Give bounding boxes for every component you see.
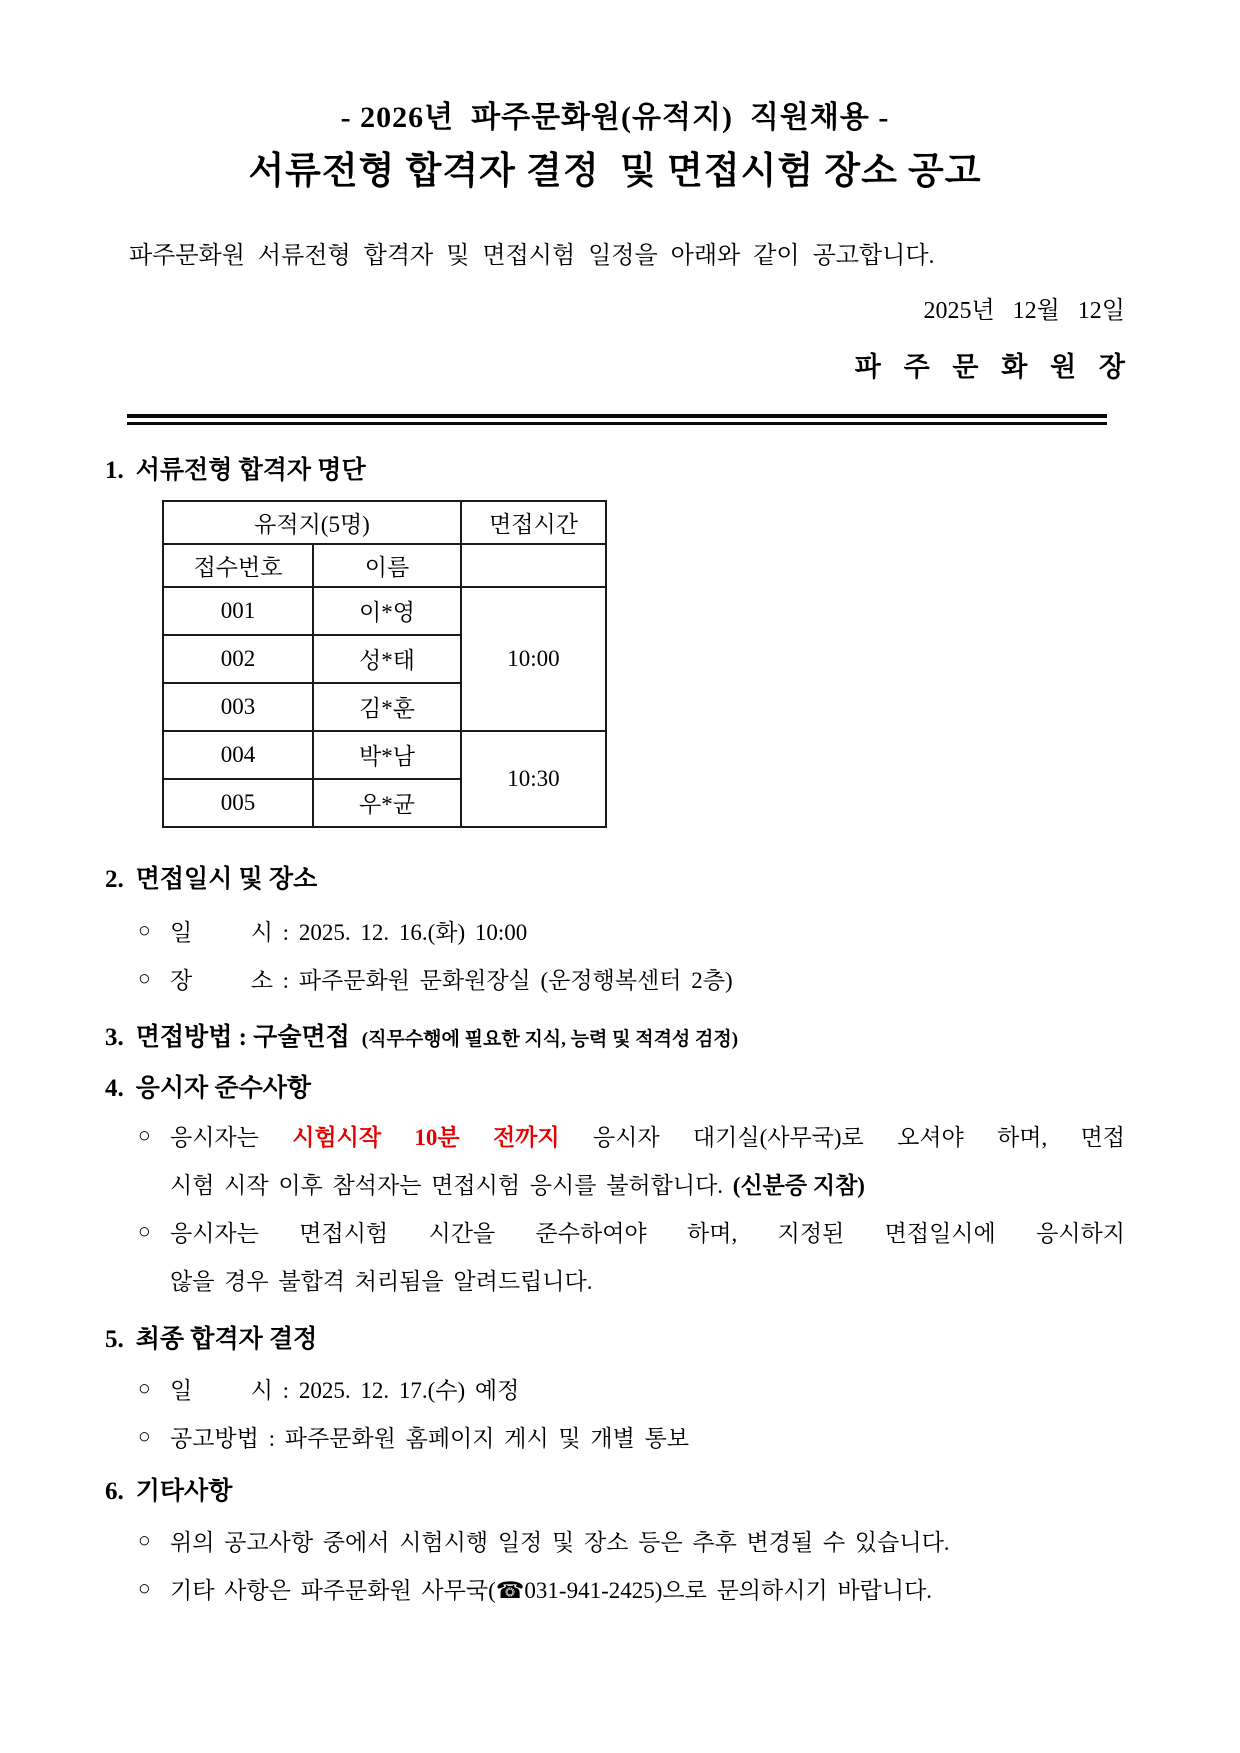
circle-bullet-icon: ○ <box>138 1528 151 1553</box>
table-cell-no: 002 <box>163 635 313 683</box>
table-row <box>163 501 606 544</box>
table-cell-name: 성*태 <box>313 635 461 683</box>
change-notice: 위의 공고사항 중에서 시험시행 일정 및 장소 등은 추후 변경될 수 있습니다. <box>170 1530 950 1556</box>
rule-line-2 <box>170 1162 1125 1210</box>
list-item <box>105 1114 1125 1210</box>
double-rule-divider <box>127 414 1107 425</box>
table-cell-time-group1: 10:00 <box>461 587 606 731</box>
rule-line-1 <box>170 1114 1125 1162</box>
section-6-items <box>105 1519 1125 1615</box>
circle-bullet-icon: ○ <box>138 965 151 990</box>
list-item <box>105 1415 1125 1463</box>
list-item <box>105 909 1125 957</box>
section-3-title: 면접방법 : 구술면접 <box>135 1024 350 1052</box>
table-group-header: 유적지(5명) <box>163 501 461 544</box>
phone-number: 031-941-2425 <box>524 1578 655 1604</box>
signer-title: 파 주 문 화 원 장 <box>854 351 1133 382</box>
interview-datetime: 일 시 : 2025. 12. 16.(화) 10:00 <box>170 919 528 945</box>
circle-bullet-icon: ○ <box>138 917 151 942</box>
table-col-header-name: 이름 <box>313 544 461 587</box>
table-row <box>163 544 606 587</box>
deadline-emphasis: 시험시작 10분 전까지 <box>292 1125 560 1151</box>
circle-bullet-icon: ○ <box>138 1375 151 1400</box>
list-item <box>105 1567 1125 1615</box>
rule-text-continue: 응시자 대기실(사무국)로 오셔야 하며, 면접 <box>559 1125 1126 1151</box>
contact-info <box>170 1567 1125 1615</box>
rule-text-wrap: 시험 시작 이후 참석자는 면접시험 응시를 불허합니다. <box>170 1173 733 1199</box>
rule-text-start: 응시자는 <box>170 1125 293 1151</box>
table-row <box>163 587 606 635</box>
table-cell-name: 김*훈 <box>313 683 461 731</box>
phone-icon: ☎ <box>495 1578 525 1604</box>
interview-place: 장 소 : 파주문화원 문화원장실 (운정행복센터 2층) <box>170 967 733 993</box>
section-6-heading <box>105 1474 1125 1509</box>
circle-bullet-icon: ○ <box>138 1123 151 1148</box>
section-6-title: 기타사항 <box>135 1478 233 1506</box>
table-cell-no: 004 <box>163 731 313 779</box>
table-cell-name: 우*균 <box>313 779 461 827</box>
section-2-number: 2. <box>105 865 124 893</box>
section-5-number: 5. <box>105 1325 124 1353</box>
circle-bullet-icon: ○ <box>138 1219 151 1244</box>
section-4-items <box>105 1114 1125 1305</box>
circle-bullet-icon: ○ <box>138 1423 151 1448</box>
section-2-items <box>105 909 1125 1005</box>
section-1-number: 1. <box>105 456 124 484</box>
contact-text-end: )으로 문의하시기 바랍니다. <box>654 1578 933 1604</box>
title-line-2: 서류전형 합격자 결정 및 면접시험 장소 공고 <box>248 151 982 192</box>
section-3-number: 3. <box>105 1024 124 1052</box>
table-cell-name: 이*영 <box>313 587 461 635</box>
table-time-header: 면접시간 <box>461 501 606 544</box>
section-5-items <box>105 1367 1125 1463</box>
list-item <box>105 957 1125 1005</box>
rule-text <box>170 1210 1125 1306</box>
table-cell-no: 005 <box>163 779 313 827</box>
section-4-title: 응시자 준수사항 <box>135 1075 312 1103</box>
section-3-note: (직무수행에 필요한 지식, 능력 및 적격성 검정) <box>361 1029 739 1051</box>
table-empty-cell <box>461 544 606 587</box>
final-result-date: 일 시 : 2025. 12. 17.(수) 예정 <box>170 1377 520 1403</box>
table-cell-no: 001 <box>163 587 313 635</box>
list-item <box>105 1519 1125 1567</box>
list-item <box>105 1210 1125 1306</box>
section-4-number: 4. <box>105 1075 124 1103</box>
list-item <box>105 1367 1125 1415</box>
title-line-1: - 2026년 파주문화원(유적지) 직원채용 - <box>340 101 890 134</box>
announcement-date: 2025년 12월 12일 <box>923 297 1125 324</box>
section-5-title: 최종 합격자 결정 <box>135 1325 318 1353</box>
section-2-heading <box>105 862 1125 897</box>
table-row <box>163 731 606 779</box>
table-cell-time-group2: 10:30 <box>461 731 606 827</box>
contact-text-start: 기타 사항은 파주문화원 사무국( <box>170 1578 496 1604</box>
circle-bullet-icon: ○ <box>138 1576 151 1601</box>
section-4-heading <box>105 1071 1125 1106</box>
id-required-emphasis: (신분증 지참) <box>732 1173 865 1199</box>
section-5-heading <box>105 1322 1125 1357</box>
section-1-title: 서류전형 합격자 명단 <box>135 456 366 484</box>
rule-line-1: 응시자는 면접시험 시간을 준수하여야 하며, 지정된 면접일시에 응시하지 <box>170 1221 1125 1247</box>
section-1-heading <box>105 453 1125 488</box>
table-cell-no: 003 <box>163 683 313 731</box>
rule-text <box>170 1114 1125 1210</box>
table-cell-name: 박*남 <box>313 731 461 779</box>
section-3-heading <box>105 1020 1125 1055</box>
section-2-title: 면접일시 및 장소 <box>135 865 318 893</box>
table-col-header-no: 접수번호 <box>163 544 313 587</box>
pass-list-table <box>162 500 607 828</box>
rule-line-2: 않을 경우 불합격 처리됨을 알려드립니다. <box>170 1268 593 1294</box>
announcement-method: 공고방법 : 파주문화원 홈페이지 게시 및 개별 통보 <box>170 1425 690 1451</box>
section-6-number: 6. <box>105 1478 124 1506</box>
intro-paragraph: 파주문화원 서류전형 합격자 및 면접시험 일정을 아래와 같이 공고합니다. <box>129 242 935 269</box>
